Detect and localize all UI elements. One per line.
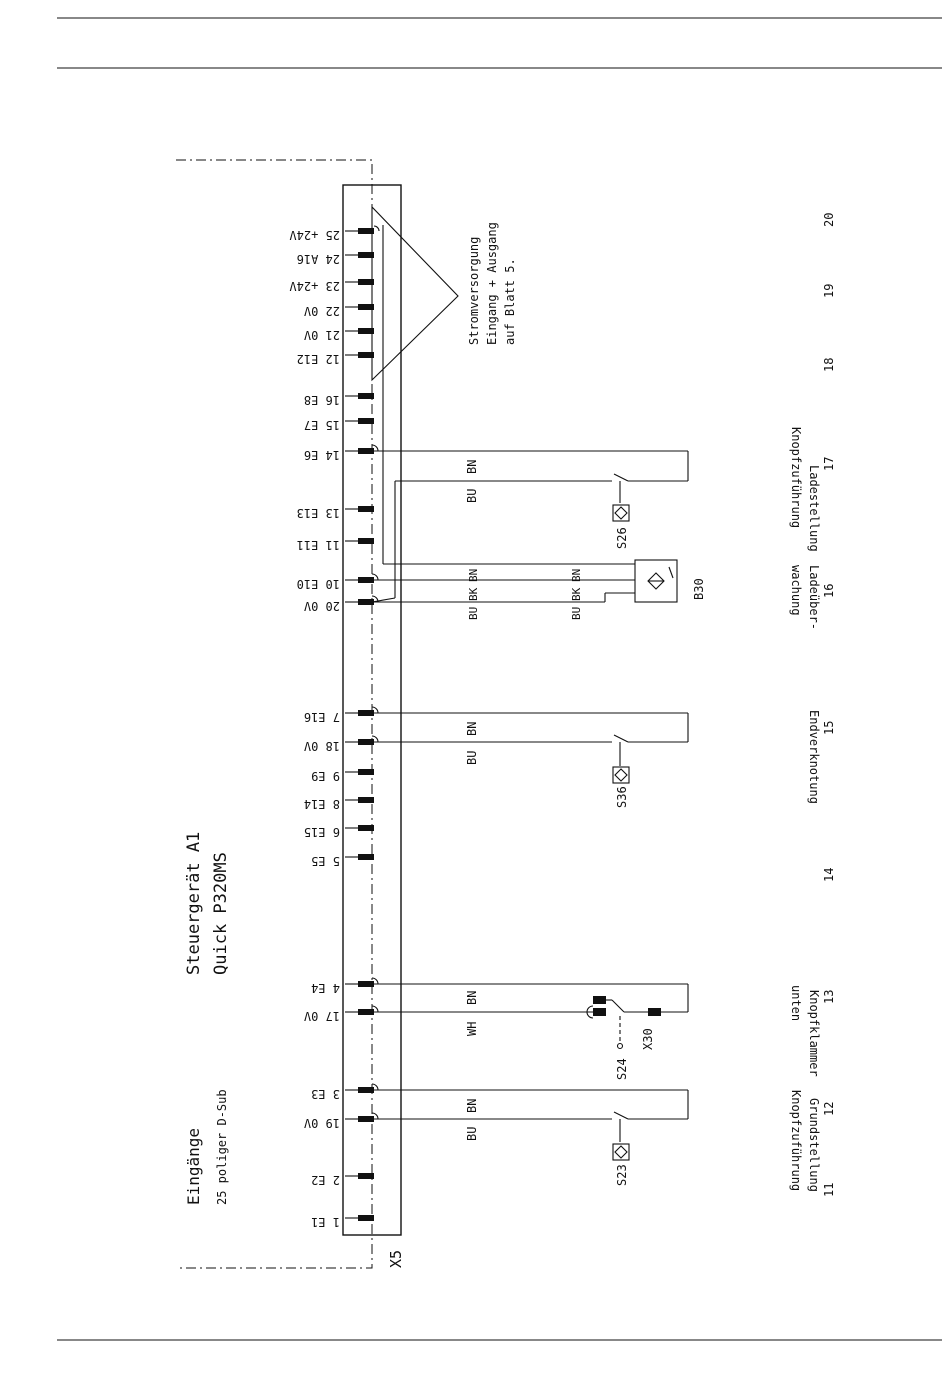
pin-24 xyxy=(297,252,374,266)
circuit-b30 xyxy=(372,225,677,602)
pin-3-label: 3 E3 xyxy=(311,1087,340,1101)
s36-label: S36 xyxy=(615,786,629,808)
s26-wire-bn: BN xyxy=(465,459,479,474)
pin-25 xyxy=(289,228,374,242)
column-number-17: 17 xyxy=(822,456,836,471)
pin-7-label: 7 E16 xyxy=(303,710,340,724)
pin-22 xyxy=(304,304,374,318)
pin-19-label: 19 0V xyxy=(303,1116,340,1130)
pin-13-label: 13 E13 xyxy=(296,506,340,520)
function-ladestellung-line2: Knopfzuführung xyxy=(789,427,803,529)
power-supply-bracket xyxy=(372,207,458,380)
s36-wire-bu: BU xyxy=(465,750,479,765)
b30-wire-bk-1: BK xyxy=(467,587,480,601)
pin-21-label: 21 0V xyxy=(303,328,340,342)
column-number-15: 15 xyxy=(822,720,836,735)
s26-wire-bu: BU xyxy=(465,488,479,503)
function-grundstellung-line1: Grundstellung xyxy=(807,1098,821,1192)
column-number-13: 13 xyxy=(822,989,836,1004)
pin-12-label: 12 E12 xyxy=(296,352,340,366)
column-number-19: 19 xyxy=(822,283,836,298)
pin-17-label: 17 0V xyxy=(303,1009,340,1023)
column-number-18: 18 xyxy=(822,357,836,372)
pin-15-label: 15 E7 xyxy=(303,418,340,432)
column-number-11: 11 xyxy=(822,1182,836,1197)
pin-18-label: 18 0V xyxy=(303,739,340,753)
pin-16 xyxy=(304,393,374,407)
b30-wire-bu-1: BU xyxy=(467,606,480,620)
function-knopfklammer-line2: unten xyxy=(789,985,803,1022)
s24-wire-wh: WH xyxy=(465,1021,479,1036)
pin-23 xyxy=(289,279,374,293)
pin-22-label: 22 0V xyxy=(303,304,340,318)
pin-8 xyxy=(304,797,374,811)
unit-name-line1: Steuergerät A1 xyxy=(184,831,204,975)
pin-9-label: 9 E9 xyxy=(311,769,340,783)
pin-11-label: 11 E11 xyxy=(296,538,340,552)
pin-25-label: 25 +24V xyxy=(289,228,340,242)
s24-label: S24 xyxy=(615,1058,629,1080)
function-endverknotung: Endverknotung xyxy=(807,710,821,804)
pin-2-label: 2 E2 xyxy=(311,1173,340,1187)
pin-17 xyxy=(304,1009,374,1023)
function-grundstellung-line2: Knopfzuführung xyxy=(789,1090,803,1192)
pin-13 xyxy=(297,506,374,520)
s24-wire-bn: BN xyxy=(465,990,479,1005)
pin-21 xyxy=(304,328,374,342)
pin-14-label: 14 E6 xyxy=(303,448,340,462)
pin-10-label: 10 E10 xyxy=(296,577,340,591)
pin-12 xyxy=(297,352,374,366)
circuit-s26 xyxy=(372,445,688,598)
function-ladeueberwachung-line2: wachung xyxy=(789,565,803,616)
function-ladestellung-line1: Ladestellung xyxy=(807,465,821,552)
b30-wire-bn-2: BN xyxy=(570,568,583,582)
unit-name-line2: Quick P320MS xyxy=(211,852,231,975)
connector-label: X5 xyxy=(387,1249,405,1268)
power-note-line3: auf Blatt 5. xyxy=(503,258,517,345)
pin-5-label: 5 E5 xyxy=(311,854,340,868)
pin-24-label: 24 A16 xyxy=(296,252,340,266)
column-number-14: 14 xyxy=(822,867,836,882)
pin-20-label: 20 0V xyxy=(303,599,340,613)
column-number-20: 20 xyxy=(822,212,836,227)
pin-18 xyxy=(304,739,374,753)
inputs-subtitle: 25 poliger D-Sub xyxy=(215,1089,229,1205)
s36-wire-bn: BN xyxy=(465,721,479,736)
b30-wire-bk-2: BK xyxy=(570,587,583,601)
pin-7 xyxy=(304,710,374,724)
pin-4-label: 4 E4 xyxy=(311,981,340,995)
pin-8-label: 8 E14 xyxy=(303,797,340,811)
column-number-16: 16 xyxy=(822,583,836,598)
power-note-line1: Stromversorgung xyxy=(467,236,481,345)
column-number-12: 12 xyxy=(822,1101,836,1116)
pin-14 xyxy=(304,448,374,462)
function-knopfklammer-line1: Knopfklammer xyxy=(807,990,821,1077)
pin-19 xyxy=(304,1116,374,1130)
pin-16-label: 16 E8 xyxy=(303,393,340,407)
circuit-s36 xyxy=(372,707,688,783)
s23-wire-bu: BU xyxy=(465,1126,479,1141)
b30-label: B30 xyxy=(692,578,706,600)
b30-wire-bn-1: BN xyxy=(467,568,480,582)
pin-20 xyxy=(304,599,374,613)
pin-6-label: 6 E15 xyxy=(303,825,340,839)
power-note-line2: Eingang + Ausgang xyxy=(485,222,499,345)
s26-label: S26 xyxy=(615,527,629,549)
x30-label: X30 xyxy=(641,1028,655,1050)
pin-23-label: 23 +24V xyxy=(289,279,340,293)
pin-10 xyxy=(297,577,374,591)
circuit-s23 xyxy=(372,1084,688,1160)
pin-6 xyxy=(304,825,374,839)
b30-wire-bu-2: BU xyxy=(570,606,583,620)
pin-1-label: 1 E1 xyxy=(311,1215,340,1229)
function-ladeueberwachung-line1: Ladeüber- xyxy=(807,565,821,631)
s23-label: S23 xyxy=(615,1164,629,1186)
s23-wire-bn: BN xyxy=(465,1098,479,1113)
pin-11 xyxy=(297,538,374,552)
inputs-title: Eingänge xyxy=(184,1127,203,1205)
pin-15 xyxy=(304,418,374,432)
